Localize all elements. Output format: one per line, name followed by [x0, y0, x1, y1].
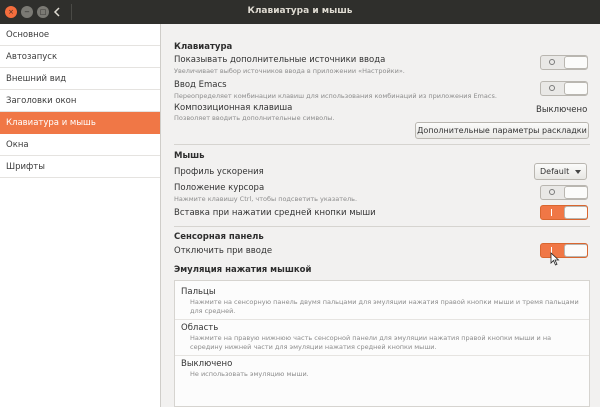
- sidebar-item-windows[interactable]: Окна: [0, 134, 160, 156]
- sidebar-item-keyboard-mouse[interactable]: Клавиатура и мышь: [0, 112, 160, 134]
- keyboard-heading: Клавиатура: [174, 42, 233, 52]
- middle-click-label: Вставка при нажатии средней кнопки мыши: [174, 208, 376, 218]
- close-icon[interactable]: ×: [5, 6, 17, 18]
- switch-knob: [564, 206, 588, 219]
- window-title: Клавиатура и мышь: [247, 6, 353, 16]
- sidebar-item-window-titles[interactable]: Заголовки окон: [0, 90, 160, 112]
- compose-key-label: Композиционная клавиша: [174, 103, 293, 113]
- click-emulation-option-description: Нажмите на правую нижнюю часть сенсорной панели для эмуляции нажатия правой кнопки мыши и на середину нижней части для эмуляции нажатия средней кнопки мыши.: [190, 334, 552, 351]
- mouse-heading: Мышь: [174, 151, 205, 161]
- touchpad-heading: Сенсорная панель: [174, 232, 264, 242]
- main-panel: [162, 24, 600, 407]
- emacs-description: Переопределяет комбинации клавиш для использования комбинаций из приложения Emacs.: [174, 92, 497, 100]
- cursor-position-label: Положение курсора: [174, 183, 265, 193]
- sidebar-item-startup[interactable]: Автозапуск: [0, 46, 160, 68]
- accel-profile-value: Default: [540, 167, 570, 176]
- sidebar-item-fonts[interactable]: Шрифты: [0, 156, 160, 178]
- compose-key-description: Позволяет вводить дополнительные символы.: [174, 114, 335, 122]
- maximize-icon[interactable]: □: [37, 6, 49, 18]
- switch-knob: [564, 186, 588, 199]
- click-emulation-list: [174, 280, 590, 407]
- click-emulation-option-area[interactable]: Область: [181, 323, 219, 333]
- switch-knob: [564, 244, 588, 257]
- extra-sources-description: Увеличивает выбор источников ввода в приложении «Настройки».: [174, 67, 405, 75]
- chevron-down-icon: [575, 170, 581, 174]
- click-emulation-option-fingers[interactable]: Пальцы: [181, 287, 216, 297]
- click-emulation-option-off[interactable]: Выключено: [181, 359, 233, 369]
- switch-knob: [564, 56, 588, 69]
- list-divider: [175, 355, 589, 356]
- disable-while-typing-label: Отключить при вводе: [174, 246, 273, 256]
- switch-off-mark: [549, 85, 555, 91]
- sidebar-item-appearance[interactable]: Внешний вид: [0, 68, 160, 90]
- sidebar-item-general[interactable]: Основное: [0, 24, 160, 46]
- layout-options-button[interactable]: Дополнительные параметры раскладки: [415, 122, 589, 139]
- sidebar: [0, 24, 161, 407]
- switch-knob: [564, 82, 588, 95]
- accel-profile-label: Профиль ускорения: [174, 167, 264, 177]
- cursor-position-description: Нажмите клавишу Ctrl, чтобы подсветить указатель.: [174, 195, 358, 203]
- section-divider: [174, 144, 590, 145]
- switch-off-mark: [549, 59, 555, 65]
- click-emulation-heading: Эмуляция нажатия мышкой: [174, 265, 312, 275]
- disable-while-typing-switch[interactable]: [540, 243, 588, 258]
- middle-click-switch[interactable]: [540, 205, 588, 220]
- title-bar: [0, 0, 600, 24]
- minimize-icon[interactable]: −: [21, 6, 33, 18]
- accel-profile-combo[interactable]: [534, 163, 587, 180]
- extra-sources-switch[interactable]: [540, 55, 588, 70]
- emacs-label: Ввод Emacs: [174, 80, 227, 90]
- switch-on-mark: [551, 209, 552, 216]
- click-emulation-option-description: Не использовать эмуляцию мыши.: [190, 370, 309, 378]
- cursor-position-switch[interactable]: [540, 185, 588, 200]
- section-divider: [174, 226, 590, 227]
- extra-sources-label: Показывать дополнительные источники ввода: [174, 55, 386, 65]
- switch-off-mark: [549, 189, 555, 195]
- click-emulation-option-description: Нажмите на сенсорную панель двумя пальцами для эмуляции нажатия правой кнопки мыши и тремя пальцами для средней.: [190, 298, 579, 315]
- compose-key-value[interactable]: Выключено: [536, 105, 588, 115]
- emacs-switch[interactable]: [540, 81, 588, 96]
- list-divider: [175, 319, 589, 320]
- mouse-pointer-icon: [550, 252, 560, 266]
